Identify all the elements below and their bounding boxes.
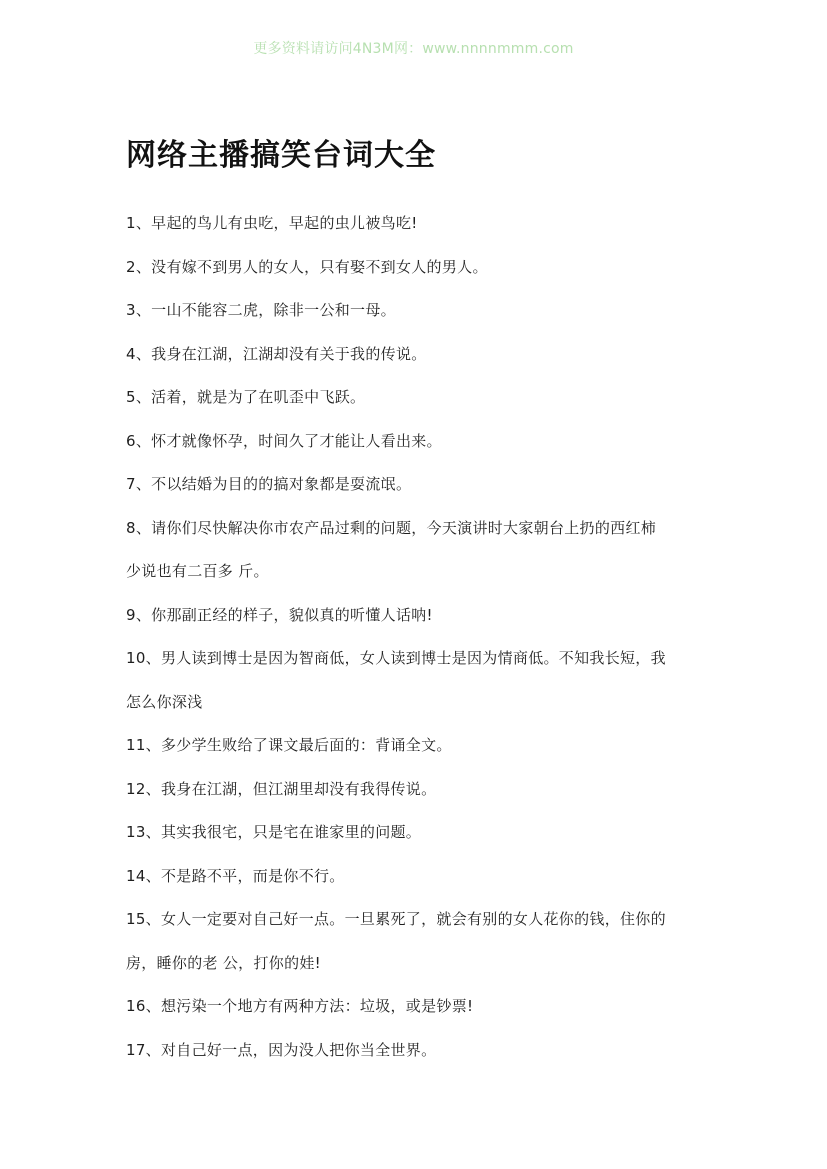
document-body [126,202,706,1072]
list-item: 17、对自己好一点，因为没人把你当全世界。 [126,1040,437,1059]
list-item: 1、早起的鸟儿有虫吃，早起的虫儿被鸟吃! [126,214,418,232]
list-item: 12、我身在江湖，但江湖里却没有我得传说。 [126,779,437,798]
list-item: 6、怀才就像怀孕，时间久了才能让人看出来。 [126,431,442,450]
page-title: 网络主播搞笑台词大全 [126,138,436,173]
list-item: 14、不是路不平，而是你不行。 [126,866,345,885]
list-item: 4、我身在江湖，江湖却没有关于我的传说。 [126,344,427,363]
list-item-continuation: 怎么你深浅 [126,692,203,711]
watermark-text: 更多资料请访问4N3M网：www.nnnnmmm.com [253,41,574,57]
list-item: 5、活着，就是为了在叽歪中飞跃。 [126,388,366,406]
list-item: 13、其实我很宅，只是宅在谁家里的问题。 [126,823,422,841]
list-item: 15、女人一定要对自己好一点。一旦累死了，就会有别的女人花你的钱，住你的 [126,910,666,928]
list-item: 9、你那副正经的样子，貌似真的听懂人话呐! [126,605,433,624]
list-item: 8、请你们尽快解决你市农产品过剩的问题，今天演讲时大家朝台上扔的西红柿 [126,518,657,537]
list-item-continuation: 房，睡你的老 公，打你的娃! [126,953,321,972]
list-item: 7、不以结婚为目的的搞对象都是耍流氓。 [126,475,412,493]
list-item: 11、多少学生败给了课文最后面的：背诵全文。 [126,736,452,754]
list-item-continuation: 少说也有二百多 斤。 [126,562,269,580]
list-item: 10、男人读到博士是因为智商低，女人读到博士是因为情商低。不知我长短，我 [126,649,666,667]
list-item: 16、想污染一个地方有两种方法：垃圾，或是钞票! [126,997,474,1015]
list-item: 3、一山不能容二虎，除非一公和一母。 [126,301,396,319]
list-item: 2、没有嫁不到男人的女人，只有娶不到女人的男人。 [126,257,488,276]
